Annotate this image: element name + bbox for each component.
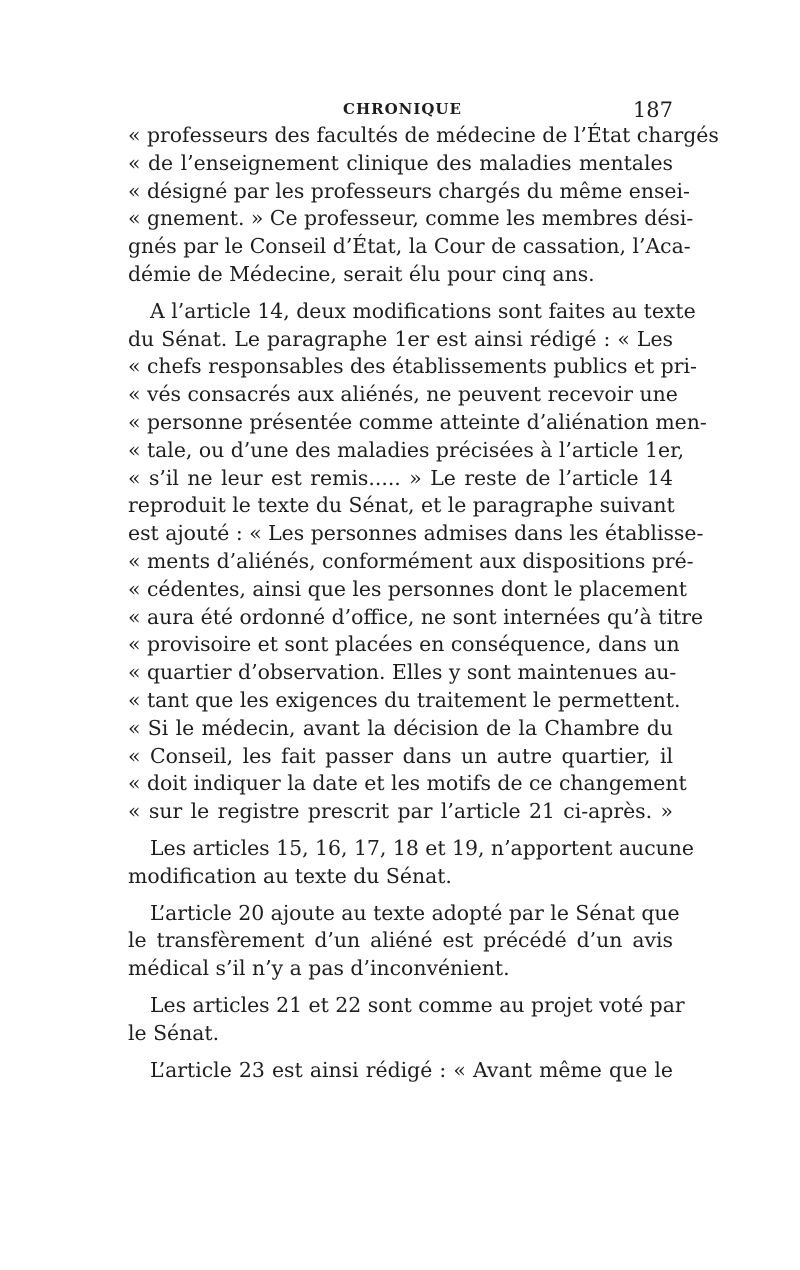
paragraph bbox=[128, 122, 719, 289]
text-line: le transfèrement d’un aliéné est précédé d’un avis bbox=[128, 928, 673, 953]
text-line: L’article 20 ajoute au texte adopté par le Sénat que bbox=[150, 900, 680, 925]
text-line: « tale, ou d’une des maladies précisées à l’article 1er, bbox=[128, 437, 685, 462]
text-line: Les articles 15, 16, 17, 18 et 19, n’apportent aucune bbox=[150, 835, 694, 860]
text-line: « sur le registre prescrit par l’article 21 ci-après. » bbox=[128, 799, 673, 824]
paragraph bbox=[128, 298, 707, 826]
paragraph bbox=[128, 1057, 673, 1085]
paragraph bbox=[128, 900, 680, 983]
text-line: médical s’il n’y a pas d’inconvénient. bbox=[128, 956, 510, 981]
text-line: « vés consacrés aux aliénés, ne peuvent recevoir une bbox=[128, 382, 678, 407]
text-line: « personne présentée comme atteinte d’aliénation men- bbox=[128, 409, 707, 434]
running-head: CHRONIQUE bbox=[343, 100, 462, 118]
text-line: « chefs responsables des établissements publics et pri- bbox=[128, 354, 697, 379]
text-line: « s’il ne leur est remis..... » Le reste de l’article 14 bbox=[128, 465, 673, 490]
text-line: démie de Médecine, serait élu pour cinq ans. bbox=[128, 261, 595, 286]
text-line: modification au texte du Sénat. bbox=[128, 863, 452, 888]
text-line: est ajouté : « Les personnes admises dans les établisse- bbox=[128, 521, 704, 546]
body-text bbox=[128, 122, 719, 1084]
page-number: 187 bbox=[632, 98, 673, 122]
text-line: le Sénat. bbox=[128, 1020, 220, 1045]
text-line: « Si le médecin, avant la décision de la Chambre du bbox=[128, 715, 673, 740]
text-line: du Sénat. Le paragraphe 1er est ainsi rédigé : « Les bbox=[128, 326, 673, 351]
text-line: « doit indiquer la date et les motifs de ce changement bbox=[128, 771, 687, 796]
paragraph bbox=[128, 992, 685, 1048]
text-line: « gnement. » Ce professeur, comme les membres dési- bbox=[128, 206, 694, 231]
text-line: « tant que les exigences du traitement le permettent. bbox=[128, 687, 681, 712]
text-line: « désigné par les professeurs chargés du même ensei- bbox=[128, 178, 690, 203]
text-line: « ments d’aliénés, conformément aux dispositions pré- bbox=[128, 548, 694, 573]
text-line: A l’article 14, deux modifications sont faites au texte bbox=[150, 298, 696, 323]
text-line: « professeurs des facultés de médecine de l’État chargés bbox=[128, 123, 719, 147]
text-line: Les articles 21 et 22 sont comme au projet voté par bbox=[150, 992, 685, 1017]
text-line: reproduit le texte du Sénat, et le paragraphe suivant bbox=[128, 493, 675, 518]
paragraph bbox=[128, 835, 694, 891]
text-line: « de l’enseignement clinique des maladies mentales bbox=[128, 150, 673, 175]
text-line: « provisoire et sont placées en conséquence, dans un bbox=[128, 632, 680, 657]
text-line: « Conseil, les fait passer dans un autre quartier, il bbox=[128, 743, 673, 768]
text-line: « aura été ordonné d’office, ne sont internées qu’à titre bbox=[128, 604, 704, 629]
text-line: « quartier d’observation. Elles y sont maintenues au- bbox=[128, 660, 677, 685]
text-line: L’article 23 est ainsi rédigé : « Avant même que le bbox=[150, 1057, 673, 1082]
text-line: « cédentes, ainsi que les personnes dont le placement bbox=[128, 576, 687, 601]
text-line: gnés par le Conseil d’État, la Cour de cassation, l’Aca- bbox=[128, 234, 691, 259]
